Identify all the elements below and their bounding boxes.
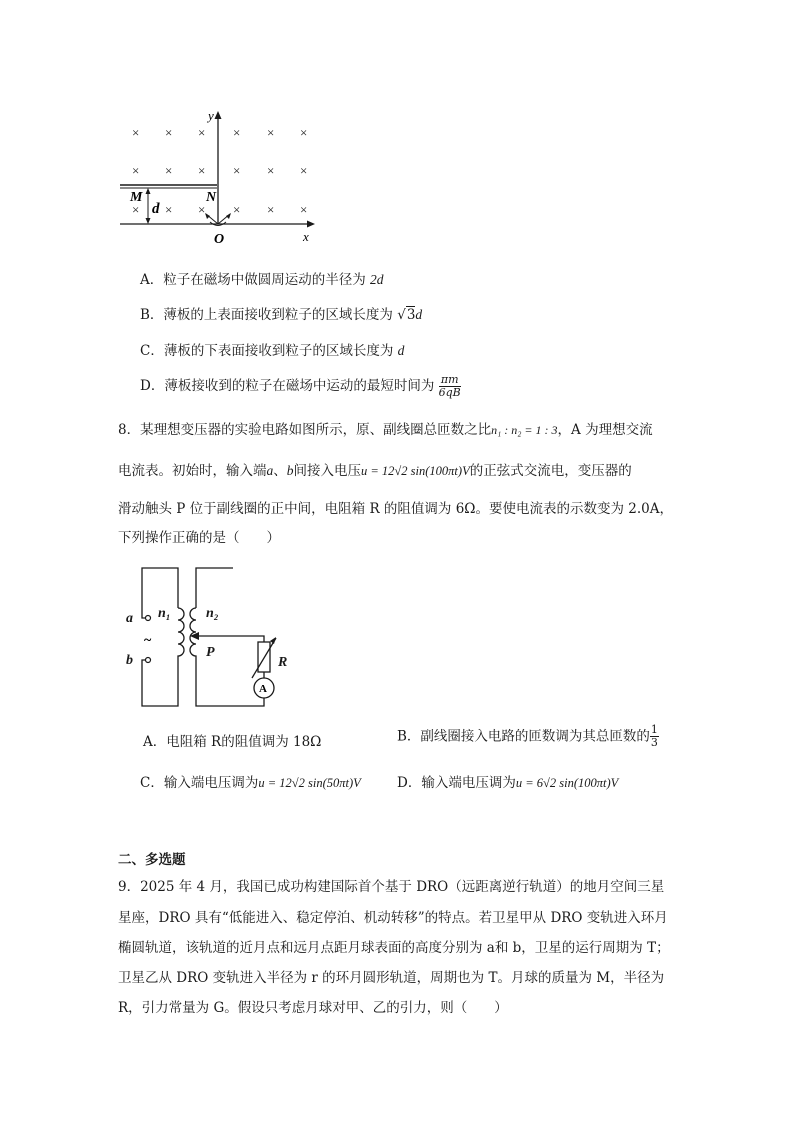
q8-option-a[interactable]: A．电阻箱 R的阻值调为 18Ω: [143, 734, 322, 750]
field-cross: ×: [300, 202, 308, 217]
n2-label: n₂: [206, 606, 219, 621]
q9-stem-line2: 星座，DRO 具有“低能进入、稳定停泊、机动转移”的特点。若卫星甲从 DRO 变轨进入环月: [118, 910, 668, 926]
field-cross: ×: [132, 125, 140, 140]
emission-arrow-left-icon: [205, 213, 210, 219]
field-cross: ×: [233, 202, 241, 217]
d-arrow-up-icon: [146, 188, 151, 194]
field-cross: ×: [233, 125, 241, 140]
q8-stem-line4: 下列操作正确的是（ ）: [118, 530, 280, 546]
field-cross: ×: [198, 202, 206, 217]
d-arrow-down-icon: [146, 218, 151, 224]
slider-p-label: P: [206, 645, 215, 660]
field-cross: ×: [233, 163, 241, 178]
field-cross: ×: [165, 125, 173, 140]
field-cross: ×: [165, 202, 173, 217]
field-cross: ×: [165, 163, 173, 178]
magnetic-field-figure: [110, 105, 330, 250]
point-n-label: N: [206, 190, 217, 205]
dimension-d-label: d: [152, 201, 160, 217]
slider-contact-arrow-icon: [190, 632, 199, 640]
field-cross: ×: [300, 125, 308, 140]
secondary-wire-top: [196, 568, 233, 608]
turns-fraction: $\frac{1}{3}$: [650, 723, 658, 749]
q7-option-b[interactable]: B．薄板的上表面接收到粒子的区域长度为 √3d: [140, 307, 423, 323]
q8-stem-line1: 8．某理想变压器的实验电路如图所示，原、副线圈总匝数之比n₁ : n₂ = 1 : 3，A 为理想交流: [118, 422, 653, 438]
field-cross: ×: [267, 163, 275, 178]
field-cross: ×: [198, 125, 206, 140]
field-cross: ×: [267, 202, 275, 217]
origin-label: O: [214, 232, 225, 247]
q9-stem-line4: 卫星乙从 DRO 变轨进入半径为 r 的环月圆形轨道，周期也为 T。月球的质量为 M，半径为: [118, 970, 665, 986]
q8-stem-line3: 滑动触头 P 位于副线圈的正中间，电阻箱 R 的阻值调为 6Ω。要使电流表的示数变为 2.0A，: [118, 501, 673, 517]
q8-option-b[interactable]: B．副线圈接入电路的匝数调为其总匝数的 $\frac{1}{3}$: [397, 723, 658, 749]
terminal-b: [146, 658, 151, 663]
primary-coil: [178, 608, 184, 666]
sqrt-sign-icon: √: [397, 307, 406, 323]
field-cross: ×: [267, 125, 275, 140]
emission-arrow-right-icon: [226, 213, 231, 219]
terminal-a-label: a: [126, 611, 133, 626]
resistor-r-label: R: [278, 655, 288, 670]
y-axis-label: y: [208, 108, 214, 123]
slider-wire: [196, 636, 264, 642]
point-m-label: M: [130, 190, 143, 205]
terminal-a: [146, 616, 151, 621]
x-axis-arrow-icon: [307, 221, 315, 228]
ac-source-tilde-icon: ~: [144, 633, 152, 648]
y-axis-arrow-icon: [215, 111, 222, 119]
q8-option-d[interactable]: D．输入端电压调为u = 6√2 sin(100πt)V: [397, 775, 619, 791]
shortest-time-fraction: $\frac{\pi m}{6qB}$: [438, 373, 461, 399]
q9-stem-line5: R，引力常量为 G。假设只考虑月球对甲、乙的引力，则（ ）: [118, 1000, 508, 1016]
q8-option-c[interactable]: C．输入端电压调为u = 12√2 sin(50πt)V: [140, 775, 361, 791]
field-cross: ×: [132, 202, 140, 217]
field-cross: ×: [198, 163, 206, 178]
terminal-b-label: b: [126, 653, 133, 668]
primary-wire-bottom: [142, 660, 178, 706]
q8-stem-line2: 电流表。初始时，输入端a、b间接入电压u = 12√2 sin(100πt)V的正弦式交流电，变压器的: [118, 463, 632, 479]
section-title-multiple-choice: 二、多选题: [118, 852, 186, 868]
x-axis-label: x: [303, 229, 309, 244]
field-cross: ×: [300, 163, 308, 178]
q9-stem-line3: 椭圆轨道，该轨道的近月点和远月点距月球表面的高度分别为 a和 b，卫星的运行周期为 T；: [118, 940, 670, 956]
ammeter-label: A: [259, 683, 267, 695]
q9-stem-line1: 9．2025 年 4 月，我国已成功构建国际首个基于 DRO（远距离逆行轨道）的地月空间三星: [118, 879, 665, 895]
field-cross: ×: [132, 163, 140, 178]
transformer-circuit-figure: [118, 560, 308, 710]
q7-option-d[interactable]: D．薄板接收到的粒子在磁场中运动的最短时间为 $\frac{\pi m}{6qB}$: [140, 373, 461, 399]
q7-option-a[interactable]: A．粒子在磁场中做圆周运动的半径为 2d: [140, 272, 384, 288]
q7-option-c[interactable]: C．薄板的下表面接收到粒子的区域长度为 d: [140, 343, 405, 359]
n1-label: n₁: [158, 606, 171, 621]
